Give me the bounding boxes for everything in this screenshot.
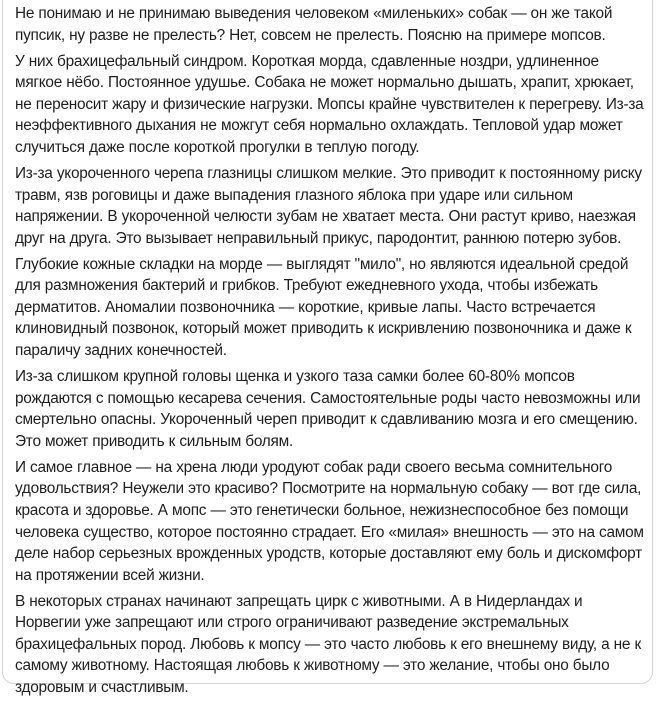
post-paragraph-conclusion: В некоторых странах начинают запрещать цирк с животными. А в Нидерландах и Норвегии уже запрещают или строго ограничивают разведение экстремальных брахицефальных пород. Любовь к мопсу — это часто любовь к его внешнему виду, а не к самому животному. Настоящая любовь к животному — это желание, чтобы оно было здоровым и счастливым. <box>15 592 641 696</box>
post-paragraph-intro: Не понимаю и не принимаю выведения человеком «миленьких» собак — он же такой пупсик, ну разве не прелесть? Нет, совсем не прелесть. Поясню на примере мопсов. <box>15 5 613 44</box>
post-paragraph-main-point: И самое главное — на хрена люди уродуют собак ради своего весьма сомнительного удовольствия? Неужели это красиво? Посмотрите на нормальную собаку — вот где сила, красота и здоровье. А мопс — это генетически больное, нежизнеспособное без помощи человека существо, которое постоянно страдает. Его «милая» внешность — это на самом деле набор серьезных врожденных уродств, которые доставляют ему боль и дискомфорт на протяжении всей жизни. <box>15 458 644 584</box>
post-paragraph-eyes-teeth: Из-за укороченного черепа глазницы слишком мелкие. Это приводит к постоянному риску травм, язв роговицы и даже выпадения глазного яблока при ударе или сильном напряжении. В укороченной челюсти зубам не хватает места. Они растут криво, наезжая друг на друга. Это вызывает неправильный прикус, пародонтит, раннюю потерю зубов. <box>15 165 642 247</box>
post-body <box>15 3 647 703</box>
post-paragraph-skin-spine: Глубокие кожные складки на морде — выглядят "мило", но являются идеальной средой для размножения бактерий и грибков. Требуют ежедневного ухода, чтобы избежать дерматитов. Аномалии позвоночника — короткие, кривые лапы. Часто встречается клиновидный позвонок, который может приводить к искривлению позвоночника и даже к параличу задних конечностей. <box>15 255 632 359</box>
post-paragraph-brachycephalic: У них брахицефальный синдром. Короткая морда, сдавленные ноздри, удлиненное мягкое нёбо. Постоянное удушье. Собака не может нормально дышать, храпит, хрюкает, не переносит жару и физические нагрузки. Мопсы крайне чувствителен к перегреву. Из-за неэффективного дыхания не можгут себя нормально охлаждать. Тепловой удар может случиться даже после короткой прогулки в теплую погоду. <box>15 52 644 156</box>
post-paragraph-birth: Из-за слишком крупной головы щенка и узкого таза самки более 60-80% мопсов рождаются с помощью кесарева сечения. Самостоятельные роды часто невозможны или смертельно опасны. Укороченный череп приводит к сдавливанию мозга и его смещению. Это может приводить к сильным болям. <box>15 368 641 450</box>
post-card <box>2 0 653 696</box>
